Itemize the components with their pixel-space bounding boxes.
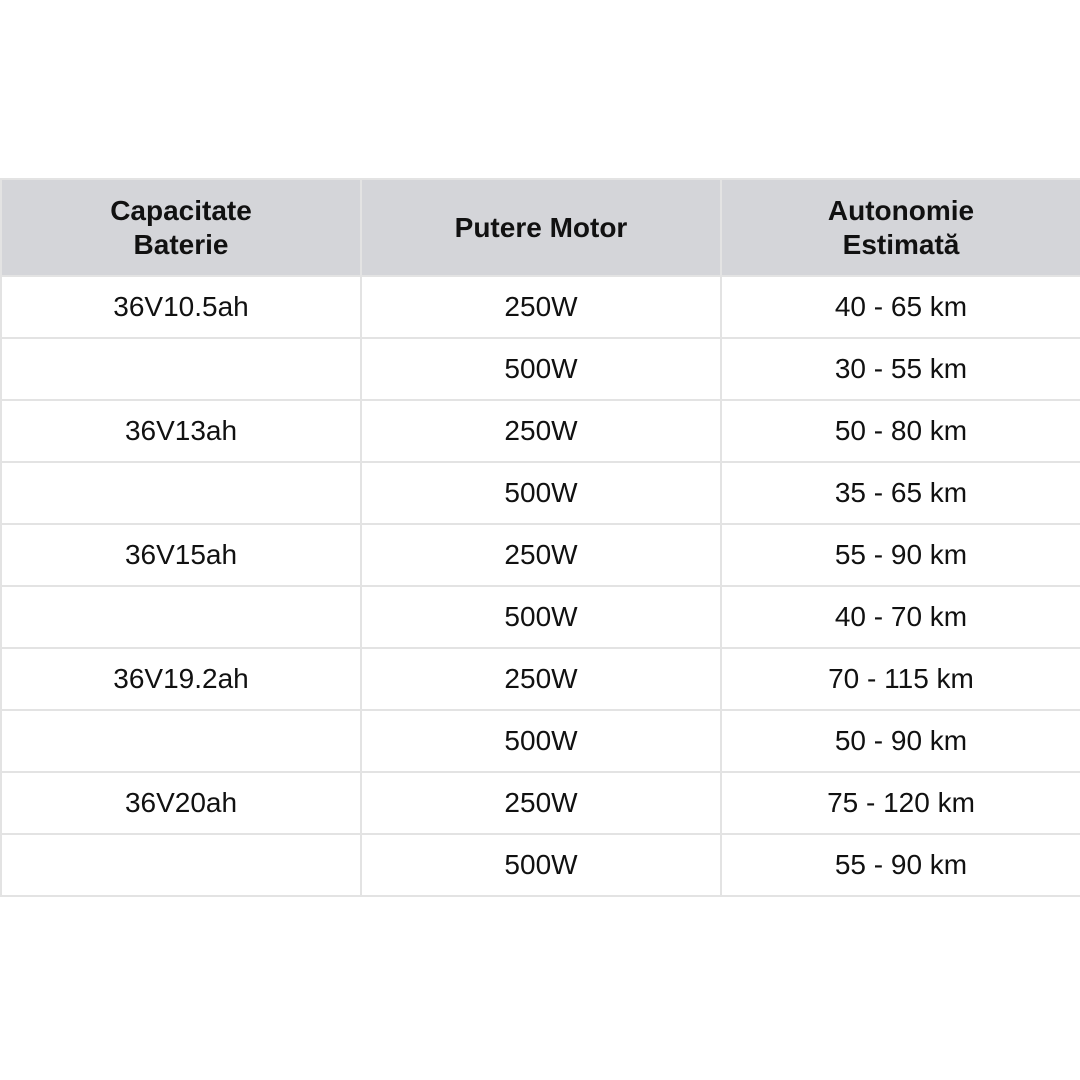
cell-battery: 36V15ah <box>1 524 361 586</box>
cell-battery <box>1 710 361 772</box>
cell-battery <box>1 338 361 400</box>
cell-battery: 36V10.5ah <box>1 276 361 338</box>
table-row <box>1 772 1080 834</box>
cell-range: 30 - 55 km <box>721 338 1080 400</box>
table-body <box>1 276 1080 896</box>
cell-power: 250W <box>361 772 721 834</box>
cell-range: 50 - 80 km <box>721 400 1080 462</box>
cell-battery <box>1 586 361 648</box>
cell-power: 500W <box>361 338 721 400</box>
specs-table-container <box>0 178 1080 897</box>
table-row <box>1 710 1080 772</box>
cell-range: 55 - 90 km <box>721 524 1080 586</box>
cell-power: 500W <box>361 586 721 648</box>
cell-battery: 36V20ah <box>1 772 361 834</box>
header-battery-capacity: Capacitate Baterie <box>1 179 361 276</box>
table-row <box>1 338 1080 400</box>
cell-power: 250W <box>361 400 721 462</box>
cell-battery <box>1 462 361 524</box>
cell-range: 40 - 70 km <box>721 586 1080 648</box>
cell-range: 40 - 65 km <box>721 276 1080 338</box>
cell-power: 500W <box>361 462 721 524</box>
table-row <box>1 586 1080 648</box>
table-row <box>1 834 1080 896</box>
cell-battery: 36V19.2ah <box>1 648 361 710</box>
table-row <box>1 276 1080 338</box>
table-row <box>1 462 1080 524</box>
cell-range: 70 - 115 km <box>721 648 1080 710</box>
cell-power: 250W <box>361 648 721 710</box>
table-header <box>1 179 1080 276</box>
cell-power: 500W <box>361 834 721 896</box>
table-row <box>1 648 1080 710</box>
table-row <box>1 524 1080 586</box>
cell-range: 75 - 120 km <box>721 772 1080 834</box>
header-motor-power: Putere Motor <box>361 179 721 276</box>
header-row <box>1 179 1080 276</box>
cell-power: 250W <box>361 524 721 586</box>
cell-range: 35 - 65 km <box>721 462 1080 524</box>
cell-power: 500W <box>361 710 721 772</box>
cell-power: 250W <box>361 276 721 338</box>
cell-battery: 36V13ah <box>1 400 361 462</box>
header-estimated-range: Autonomie Estimată <box>721 179 1080 276</box>
battery-range-table <box>0 178 1080 897</box>
cell-battery <box>1 834 361 896</box>
cell-range: 55 - 90 km <box>721 834 1080 896</box>
table-row <box>1 400 1080 462</box>
cell-range: 50 - 90 km <box>721 710 1080 772</box>
